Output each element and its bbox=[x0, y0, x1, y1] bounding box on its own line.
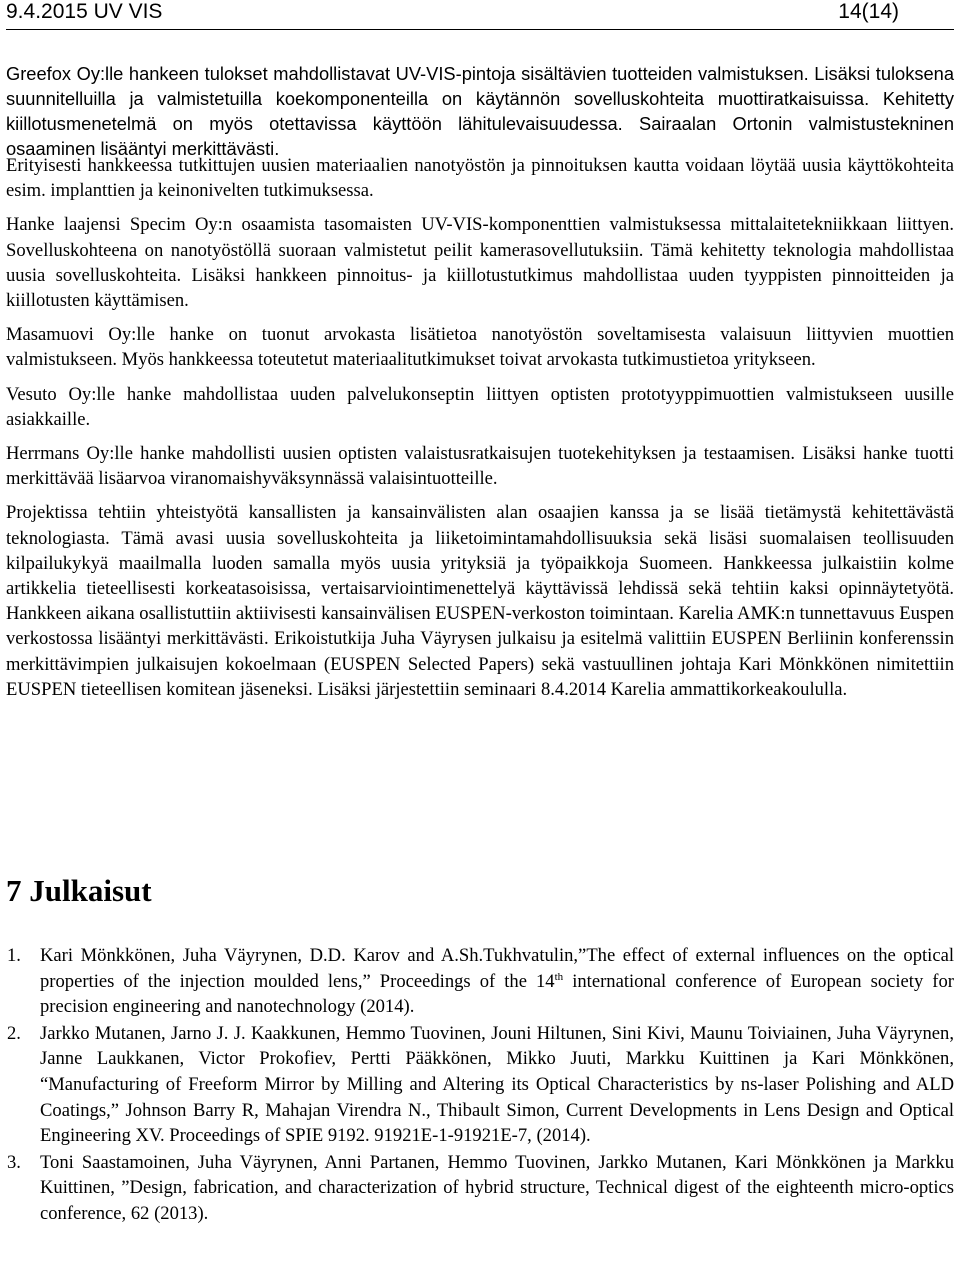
header-date-title: 9.4.2015 UV VIS bbox=[6, 0, 163, 23]
publication-superscript: th bbox=[554, 970, 564, 983]
header-rule bbox=[6, 29, 954, 30]
body-text bbox=[6, 153, 954, 711]
paragraph-herrmans: Herrmans Oy:lle hanke mahdollisti uusien optisten valaistusratkaisujen tuotekehityksen ja testaamisen. Lisäksi hanke tuotti merkittävää lisäarvoa viranomaishyväksynnässä valaisintuotteille. bbox=[6, 443, 954, 490]
publication-item bbox=[6, 1150, 954, 1227]
intro-paragraph bbox=[6, 61, 954, 161]
publication-item bbox=[6, 943, 954, 1020]
page-header bbox=[6, 0, 954, 30]
header-page-number: 14(14) bbox=[838, 0, 899, 23]
publication-item bbox=[6, 1021, 954, 1149]
publication-number: 1. bbox=[7, 945, 21, 966]
section-title: 7 Julkaisut bbox=[6, 873, 152, 908]
paragraph-cooperation: Projektissa tehtiin yhteistyötä kansallisten ja kansainvälisten alan osaajien kanssa ja se lisää tietämystä kehitettävästä teknologiasta. Tämä avasi uusia sovelluskohteita ja liiketoimintamahdollisuuksia sekä lisäsi suomalaisen teollisuuden kilpailukykyä maailmalla luoden samalla myös uusia yrityksiä ja työpaikkoja Suomeen. Hankkeessa julkaistiin kolme artikkelia tieteellisesti korkeatasoisissa, vertaisarviointimenettelyä käyttävissä lehdissä sekä tehtiin kaksi opinnäytetyötä. Hankkeen aikana osallistuttiin aktiivisesti kansainvälisen EUSPEN-verkoston toimintaan. Karelia AMK:n tunnettavuus Euspen verkostossa lisääntyi merkittävästi. Erikoistutkija Juha Väyrysen julkaisu ja esitelmä valittiin EUSPEN Berliinin konferenssin merkittävimpien julkaisujen kokoelmaan (EUSPEN Selected Papers) sekä vastuullinen johtaja Kari Mönkkönen nimitettiin EUSPEN tieteellisen komitean jäseneksi. Lisäksi järjestettiin seminaari 8.4.2014 Karelia ammattikorkeakoululla. bbox=[6, 502, 954, 700]
publication-text: Jarkko Mutanen, Jarno J. J. Kaakkunen, Hemmo Tuovinen, Jouni Hiltunen, Sini Kivi, Maunu Toiviainen, Juha Väyrynen, Janne Laukkanen, Victor Prokofiev, Pertti Pääkkönen, Mikko Juuti, Markku Kuittinen ja Kari Mönkkönen, “Manufacturing of Freeform Mirror by Milling and Altering its Optical Characteristics by ns-laser Polishing and ALD Coatings,” Johnson Barry R, Mahajan Virendra N., Thibault Simon, Current Developments in Lens Design and Optical Engineering XV. Proceedings of SPIE 9192. 91921E-1-91921E-7, (2014). bbox=[40, 1022, 954, 1147]
paragraph-specim: Hanke laajensi Specim Oy:n osaamista tasomaisten UV-VIS-komponenttien valmistuksessa mittalaitetekniikkaan liittyen. Sovelluskohteena on nanotyöstöllä suoraan valmistetut peilit kamerasovellutuksiin. Tämä kehitetty teknologia mahdollistaa uusia sovelluskohteita. Lisäksi hankkeen pinnoitus- ja kiillotustutkimus mahdollistaa uuden tyyppisten pinnoitteiden ja kiillotusten käyttämisen. bbox=[6, 214, 954, 312]
intro-text: Greefox Oy:lle hankeen tulokset mahdollistavat UV-VIS-pintoja sisältävien tuotteiden valmistuksen. Lisäksi tuloksena suunnitelluilla ja valmistetuilla koekomponenteilla on käytännön sovelluskohteita muottiratkaisuissa. Kehitetty kiillotusmenetelmä on myös otettavissa käyttöön lähitulevaisuudessa. Sairaalan Ortonin valmistustekninen osaaminen lisääntyi merkittävästi. bbox=[6, 63, 954, 159]
publication-number: 2. bbox=[7, 1022, 21, 1044]
document-page bbox=[6, 0, 954, 1224]
publication-text-continued: international conference of European society for precision engineering and nanotechnology (2014). bbox=[40, 970, 954, 1018]
paragraph-masamuovi: Masamuovi Oy:lle hanke on tuonut arvokasta lisätietoa nanotyöstön soveltamisesta valaisuun liittyvien muottien valmistukseen. Myös hankkeessa toteutetut materiaalitutkimukset toivat arvokasta tutkimustietoa yritykseen. bbox=[6, 324, 954, 371]
publication-text: Toni Saastamoinen, Juha Väyrynen, Anni Partanen, Hemmo Tuovinen, Jarkko Mutanen, Kari Mönkkönen ja Markku Kuittinen, ”Design, fabrication, and characterization of hybrid structure, Technical digest of the eighteenth micro-optics conference, 62 (2013). bbox=[40, 1151, 954, 1224]
publication-text: Kari Mönkkönen, Juha Väyrynen, D.D. Karov and A.Sh.Tukhvatulin,”The effect of external influences on the optical properties of the injection moulded lens,” Proceedings of the 14 bbox=[40, 945, 954, 992]
publication-list bbox=[6, 943, 954, 1228]
paragraph-vesuto: Vesuto Oy:lle hanke mahdollistaa uuden palvelukonseptin liittyen optisten prototyyppimuottien valmistukseen uusille asiakkaille. bbox=[6, 383, 954, 430]
publication-number: 3. bbox=[7, 1151, 21, 1173]
paragraph-research: Erityisesti hankkeessa tutkittujen uusien materiaalien nanotyöstön ja pinnoituksen kautta voidaan löytää uusia käyttökohteita esim. implanttien ja keinonivelten tutkimuksessa. bbox=[6, 155, 954, 202]
